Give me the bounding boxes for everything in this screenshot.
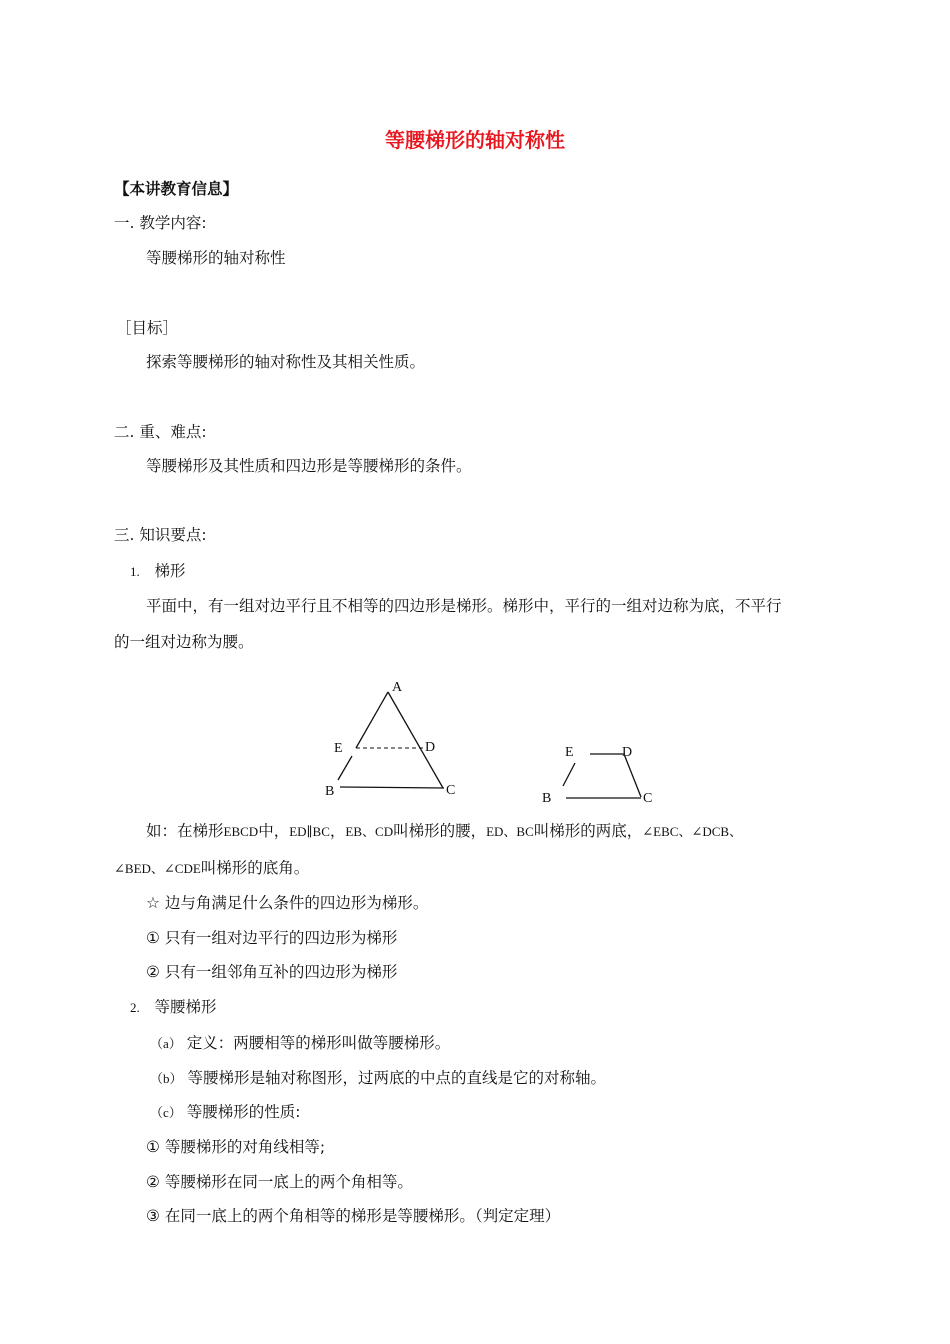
label-D: D [425, 740, 436, 755]
example-math: ∠BED、∠CDE [114, 861, 201, 876]
example-math: ED∥BC [289, 824, 330, 839]
item2-c-text: 等腰梯形的性质: [186, 1103, 301, 1121]
goal-content: 探索等腰梯形的轴对称性及其相关性质。 [146, 353, 426, 371]
label-E: E [334, 741, 343, 756]
example-text: ， [329, 822, 346, 840]
item2-number: 2. [130, 1000, 140, 1015]
item2-a [150, 1032, 450, 1055]
example-text: 叫梯形的腰， [393, 822, 487, 840]
section-header: 【本讲教育信息】 [114, 180, 239, 198]
leg-DC [624, 754, 641, 797]
item2-b [150, 1067, 606, 1090]
item1-paragraph-line2: 的一组对边称为腰。 [114, 633, 254, 651]
label-A: A [392, 680, 403, 695]
example-text: 叫梯形的底角。 [200, 859, 310, 877]
property-2: ② 等腰梯形在同一底上的两个角相等。 [146, 1173, 413, 1191]
example-math: ED、BC [486, 824, 534, 839]
example-text: 如：在梯形 [146, 822, 224, 840]
goal-label: ［目标］ [116, 319, 179, 337]
property-1: ① 等腰梯形的对角线相等; [146, 1138, 326, 1156]
example-text: 中， [258, 822, 290, 840]
property-3: ③ 在同一底上的两个角相等的梯形是等腰梯形。（判定定理） [146, 1207, 561, 1225]
condition-2: ② 只有一组邻角互补的四边形为梯形 [146, 963, 398, 981]
label-D: D [622, 745, 633, 760]
label-B: B [325, 784, 335, 799]
example-math: EB、CD [345, 824, 394, 839]
figure-trapezoid-EBCD [535, 736, 665, 811]
example-math: EBCD [223, 824, 259, 839]
item2-c-tag: （c） [150, 1105, 182, 1120]
part2-content: 等腰梯形及其性质和四边形是等腰梯形的条件。 [146, 457, 472, 475]
item2-a-text: 定义：两腰相等的梯形叫做等腰梯形。 [186, 1034, 451, 1052]
item2-c [150, 1101, 300, 1124]
label-C: C [643, 791, 653, 806]
item2-b-tag: （b） [150, 1071, 183, 1086]
condition-1: ① 只有一组对边平行的四边形为梯形 [146, 929, 398, 947]
conditions-question: ☆ 边与角满足什么条件的四边形为梯形。 [146, 894, 429, 912]
example-line2 [114, 857, 309, 880]
label-B: B [542, 791, 552, 806]
item1-paragraph-line1: 平面中，有一组对边平行且不相等的四边形是梯形。梯形中，平行的一组对边称为底，不平行 [146, 597, 782, 615]
item1-title: 梯形 [154, 562, 186, 580]
part1-heading: 一. 教学内容: [114, 214, 207, 232]
part2-heading: 二. 重、难点: [114, 423, 207, 441]
item2-a-tag: （a） [150, 1036, 182, 1051]
label-C: C [446, 783, 456, 798]
item1-heading [130, 560, 186, 583]
page-title: 等腰梯形的轴对称性 [385, 128, 565, 152]
item2-b-text: 等腰梯形是轴对称图形，过两底的中点的直线是它的对称轴。 [187, 1069, 606, 1087]
figure-trapezoid-from-triangle [320, 672, 470, 802]
example-text: 叫梯形的两底， [533, 822, 643, 840]
leg-EB [563, 763, 575, 786]
item2-heading [130, 996, 217, 1019]
item2-title: 等腰梯形 [154, 998, 217, 1016]
example-line1 [146, 820, 742, 843]
label-E: E [565, 745, 574, 760]
side-EB [338, 756, 352, 780]
part3-heading: 三. 知识要点: [114, 526, 207, 544]
base-BC [340, 787, 444, 788]
item1-number: 1. [130, 564, 140, 579]
side-AB-upper [356, 692, 388, 748]
example-math: ∠EBC、∠DCB、 [642, 824, 743, 839]
part1-content: 等腰梯形的轴对称性 [146, 249, 286, 267]
